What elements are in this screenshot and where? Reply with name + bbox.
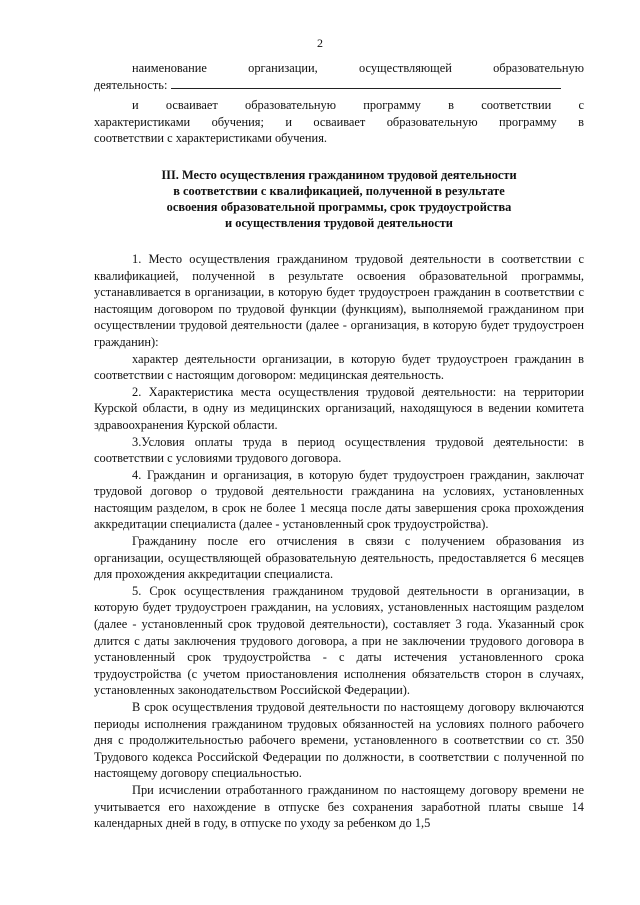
paragraph-time-calculation: При исчислении отработанного гражданином по настоящему договору времени не учитывается его нахождение в отпуске без сохранения заработной платы свыше 14 календарных дней в году, в отпуске по уходу за ребенком до 1,5 (94, 782, 584, 831)
intro-line-organization: наименование организации, осуществляющей образовательную (132, 61, 584, 75)
paragraph-nature-of-activity: характер деятельности организации, в которую будет трудоустроен гражданин в соответствии с настоящим договором: медицинская деятельность. (94, 351, 584, 383)
paragraph-work-term: 5. Срок осуществления гражданином трудовой деятельности в организации, в которую будет трудоустроен гражданин, на условиях, установленных настоящим разделом (далее - установленный срок трудовой деятельности), составляет 3 года. Указанный срок длится с даты заключения трудового договора, а при не заключении трудового договора в установленный срок трудоустройства - с даты истечения установленного срока трудоустройства (с учетом приостановления исполнения обязательств сторон в случаях, установленных законодательством Российской Федерации). (94, 583, 584, 698)
paragraph-pay-conditions: 3.Условия оплаты труда в период осуществления трудовой деятельности: в соответствии с условиями трудового договора. (94, 434, 584, 466)
intro-line-characteristics: характеристиками обучения; и осваивает образовательную программу в (94, 114, 584, 129)
heading-line: III. Место осуществления гражданином трудовой деятельности (161, 167, 517, 182)
paragraph-employment-contract: 4. Гражданин и организация, в которую будет трудоустроен гражданин, заключат трудовой договор о трудовой деятельности гражданина на условиях, установленных настоящим разделом, в срок не более 1 месяца после даты завершения срока прохождения аккредитации специалиста (далее - установленный срок трудоустройства). (94, 467, 584, 532)
heading-line: в соответствии с квалификацией, полученной в результате (173, 183, 505, 198)
intro-line-activity (94, 77, 584, 94)
heading-line: и осуществления трудовой деятельности (225, 215, 453, 230)
paragraph-place-of-work: 1. Место осуществления гражданином трудовой деятельности в соответствии с квалификацией, полученной в результате освоения образовательной программы, устанавливается в организации, в которую будет трудоустроен гражданин в соответствии с настоящим договором по трудовой функции (функциям), выполняемой гражданином при осуществлении трудовой деятельности (далее - организация, в которую будет трудоустроен гражданин): (94, 251, 584, 349)
intro-line-end: соответствии с характеристиками обучения. (94, 131, 327, 146)
activity-label: деятельность: (94, 77, 168, 92)
intro-line-program: и осваивает образовательную программу в соответствии с (132, 98, 584, 113)
paragraph-accreditation-period: Гражданину после его отчисления в связи с получением образования из организации, осуществляющей образовательную деятельность, предоставляется 6 месяцев для прохождения аккредитации специалиста. (94, 534, 584, 582)
paragraph-place-characteristics: 2. Характеристика места осуществления трудовой деятельности: на территории Курской области, в одну из медицинских организаций, находящуюся в ведении комитета здравоохранения Курской области. (94, 384, 584, 432)
page-number: 2 (317, 36, 323, 50)
heading-line: освоения образовательной программы, срок трудоустройства (166, 199, 512, 214)
section-heading (94, 167, 584, 231)
blank-fill-line (171, 77, 561, 89)
paragraph-term-inclusions: В срок осуществления трудовой деятельности по настоящему договору включаются периоды исполнения гражданином трудовых обязанностей на условиях полного рабочего дня с продолжительностью рабочего времени, установленного в соответствии со ст. 350 Трудового кодекса Российской Федерации по должности, в соответствии с полученной по настоящему договору специальностью. (94, 700, 584, 781)
page-content (94, 60, 584, 832)
